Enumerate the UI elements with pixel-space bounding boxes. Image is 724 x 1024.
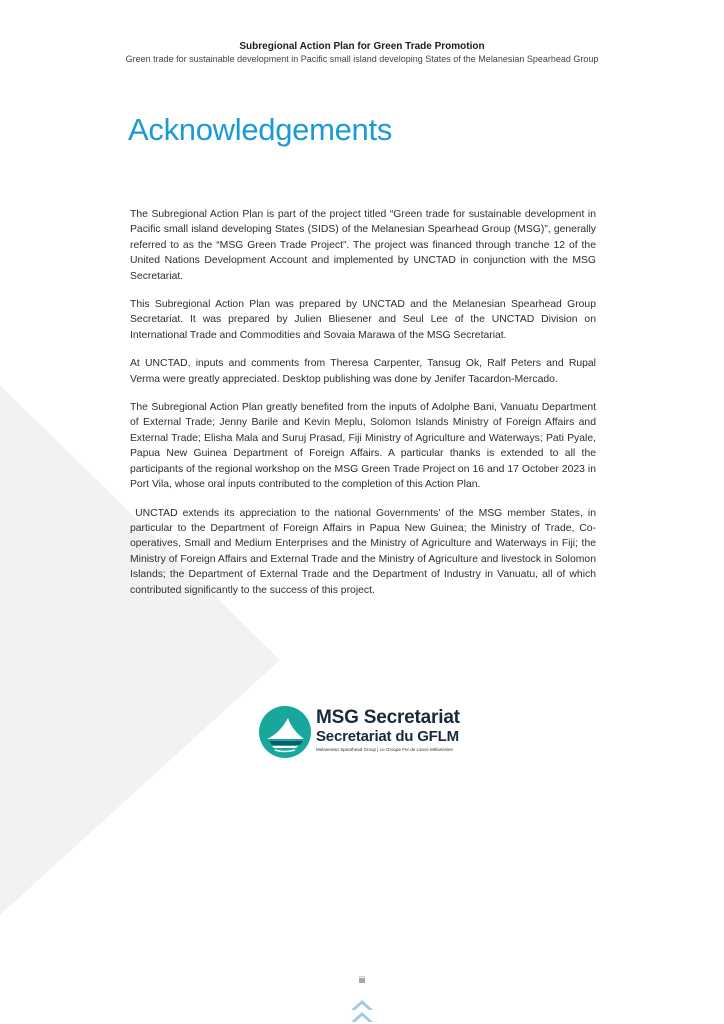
logo-secretariat-text: Secretariat	[363, 707, 460, 728]
running-header	[0, 40, 724, 65]
paragraph-unctad-inputs: At UNCTAD, inputs and comments from Theresa Carpenter, Tansug Ok, Ralf Peters and Rupal Verma were greatly appreciated. Desktop publishing was done by Jenifer Tacardon-Mercado.	[130, 358, 596, 385]
logo-msg-text: MSG	[316, 707, 359, 728]
logo-gflm-text: GFLM	[417, 728, 459, 745]
page-title: Acknowledgements	[128, 112, 393, 147]
paragraph-governments: UNCTAD extends its appreciation to the national Governments’ of the MSG member States, in particular to the Department of Foreign Affairs in Papua New Guinea; the Ministry of Trade, Co-operatives, Small and Medium Enterprises and the Ministry of Agriculture and Waterways in Fiji; the Ministry of Foreign Affairs and External Trade and the Ministry of Agriculture and livestock in Solomon Islands; the Department of External Trade and the Department of Industry in Vanuatu, all of which contributed significantly to the success of this project.	[130, 507, 596, 596]
logo-secretariat-du-text: Secretariat du	[316, 728, 414, 745]
msg-secretariat-logo	[258, 704, 478, 764]
report-title: Subregional Action Plan for Green Trade Promotion	[239, 41, 485, 52]
report-subtitle: Green trade for sustainable development in Pacific small island developing States of the Melanesian Spearhead Group	[125, 54, 599, 64]
chevron-up-icon	[349, 996, 375, 1024]
logo-tagline: Melanesian Spearhead Group | Le Groupe Fer de Lance Mélanésien	[316, 747, 454, 752]
paragraph-preparation: This Subregional Action Plan was prepared by UNCTAD and the Melanesian Spearhead Group Secretariat. It was prepared by Julien Bliesener and Seul Lee of the UNCTAD Division on International Trade and Commodities and Sovaia Marawa of the MSG Secretariat.	[130, 299, 596, 341]
acknowledgements-body	[130, 207, 596, 611]
paragraph-contributors: The Subregional Action Plan greatly benefited from the inputs of Adolphe Bani, Vanuatu Department of External Trade; Jenny Barile and Kevin Meplu, Solomon Islands Ministry of Foreign Affairs and External Trade; Elisha Mala and Suruj Prasad, Fiji Ministry of Agriculture and Waterways; Pati Pyale, Papua New Guinea Department of Foreign Affairs. A particular thanks is extended to all the participants of the regional workshop on the MSG Green Trade Project on 16 and 17 October 2023 in Port Vila, whose oral inputs contributed to the completion of this Action Plan.	[130, 402, 596, 491]
msg-emblem-icon	[258, 705, 312, 759]
page-number: iii	[359, 975, 365, 985]
paragraph-project-overview: The Subregional Action Plan is part of the project titled “Green trade for sustainable development in Pacific small island developing States (SIDS) of the Melanesian Spearhead Group (MSG)”, generally referred to as the “MSG Green Trade Project”. The project was financed through tranche 12 of the United Nations Development Account and implemented by UNCTAD in conjunction with the MSG Secretariat.	[130, 209, 596, 282]
